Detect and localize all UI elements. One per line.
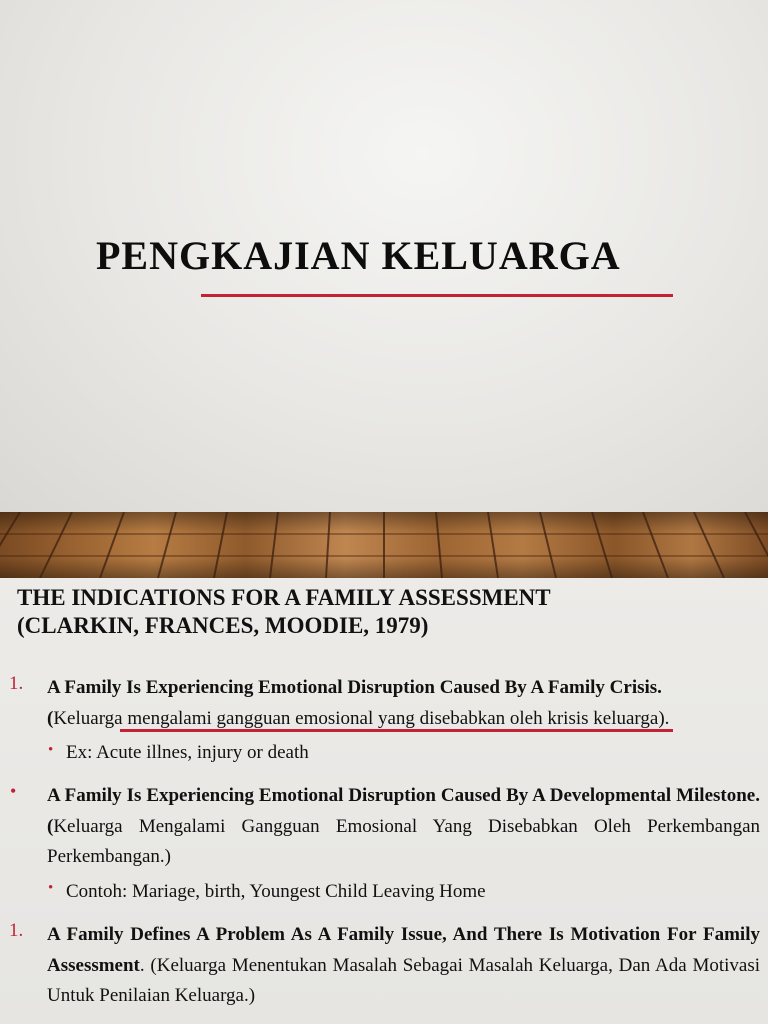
item-normal-text: Keluarga Mengalami Gangguan Emosional Yang Disebabkan Oleh Perkembangan Perkembangan.) (47, 815, 760, 867)
list-item (47, 920, 760, 1012)
heading-line-2: (CLARKIN, FRANCES, MOODIE, 1979) (17, 613, 429, 638)
item-normal-text: . (Keluarga Menentukan Masalah Sebagai Masalah Keluarga, Dan Ada Motivasi Untuk Penilaian Keluarga.) (47, 954, 760, 1006)
sub-list-item: Contoh: Mariage, birth, Youngest Child Leaving Home (66, 881, 486, 902)
list-number: 1. (9, 673, 24, 694)
text-underline-decoration (120, 729, 673, 732)
content-slide (0, 578, 768, 1024)
item-normal-text: Keluarga mengalami gangguan emosional yang disebabkan oleh krisis keluarga). (53, 707, 670, 729)
sub-list-item: Ex: Acute illnes, injury or death (66, 742, 309, 763)
heading-line-1: THE INDICATIONS FOR A FAMILY ASSESSMENT (17, 585, 551, 610)
slide-title: PENGKAJIAN KELUARGA (96, 233, 621, 278)
list-bullet: • (10, 781, 17, 801)
item-bold-open-paren: ( (47, 707, 54, 729)
item-bold-text: A Family Is Experiencing Emotional Disruption Caused By A Developmental Milestone. ( (47, 785, 760, 837)
sub-bullet-icon: • (48, 742, 54, 758)
item-bold-text: A Family Is Experiencing Emotional Disruption Caused By A Family Crisis. (47, 677, 662, 698)
list-item (47, 673, 760, 734)
list-number: 1. (9, 920, 24, 941)
sub-bullet-icon: • (48, 880, 54, 896)
content-slide-heading (17, 584, 551, 640)
list-item (47, 781, 760, 873)
wood-floor-decoration (0, 512, 768, 578)
title-underline (201, 294, 673, 297)
floor-planks-graphic (0, 512, 768, 578)
item-bold-text: A Family Defines A Problem As A Family Issue, And There Is Motivation For Family Assessment (47, 924, 760, 976)
